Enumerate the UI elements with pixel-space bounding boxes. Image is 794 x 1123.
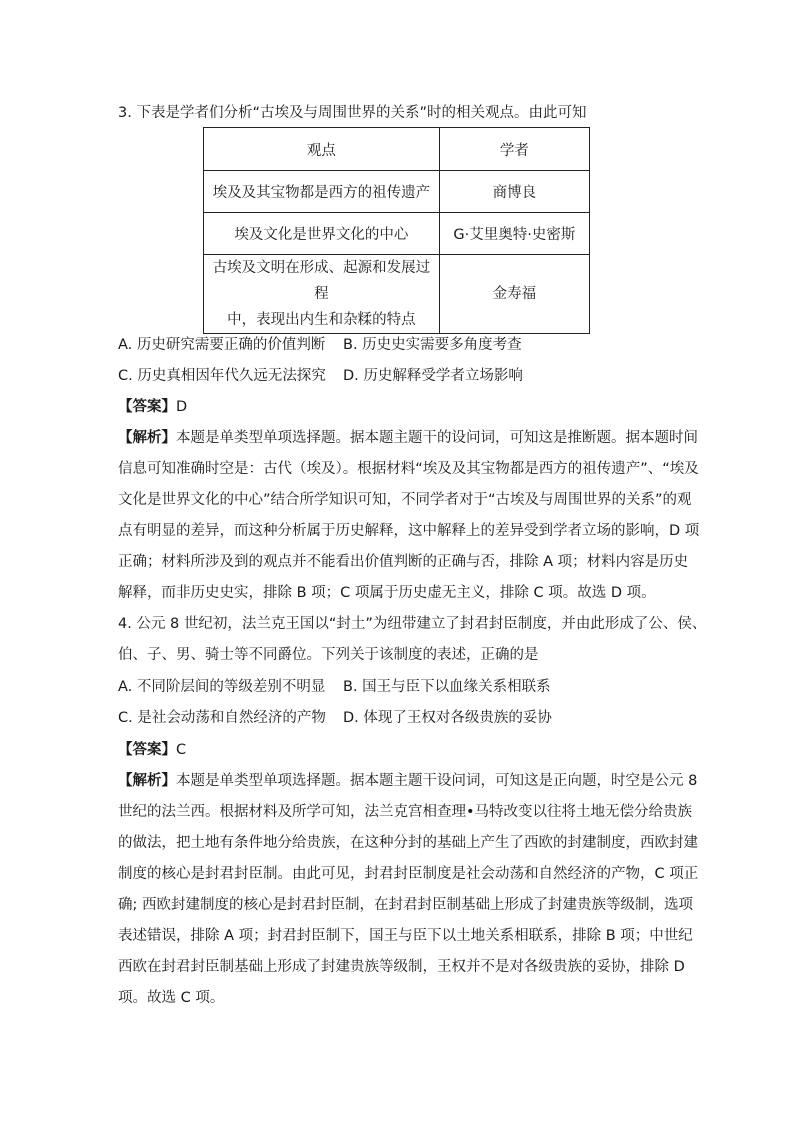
q4-analysis-line: 制度的核心是封君封臣制。由此可见，封君封臣制度是社会动荡和自然经济的产物，C 项正	[118, 866, 699, 882]
analysis-tag: 【解析】	[118, 430, 176, 446]
q3-option-b: B. 历史史实需要多角度考查	[343, 337, 522, 353]
q3-analysis-line: 信息可知准确时空是：古代（埃及）。根据材料“埃及及其宝物都是西方的祖传遗产”、“埃及	[118, 461, 699, 477]
q4-analysis-line: 西欧在封君封臣制基础上形成了封建贵族等级制，王权并不是对各级贵族的妥协，排除 D	[118, 959, 685, 975]
q4-analysis-line	[118, 771, 697, 791]
q3-stem: 3. 下表是学者们分析“古埃及与周围世界的关系”时的相关观点。由此可知	[118, 105, 587, 121]
q3-option-a: A. 历史研究需要正确的价值判断	[118, 337, 326, 353]
header-viewpoint: 观点	[204, 128, 440, 171]
scholar-cell: 商博良	[439, 171, 589, 213]
table-row	[204, 255, 590, 334]
q4-analysis-line: 确; 西欧封建制度的核心是封君封臣制，在封君封臣制基础上形成了封建贵族等级制，选项	[118, 897, 693, 913]
viewpoint-cell: 埃及文化是世界文化的中心	[204, 213, 440, 255]
q4-option-d: D. 体现了王权对各级贵族的妥协	[343, 710, 552, 726]
q4-analysis-line: 项。故选 C 项。	[118, 990, 225, 1006]
viewpoint-cell	[204, 255, 440, 334]
q3-analysis-line: 点有明显的差异，而这种分析属于历史解释，这中解释上的差异受到学者立场的影响，D 项	[118, 523, 700, 539]
viewpoint-cell-line: 古埃及文明在形成、起源和发展过程	[212, 260, 431, 302]
table-header-row	[204, 128, 590, 171]
analysis-tag: 【解析】	[118, 773, 176, 789]
q4-stem-line: 4. 公元 8 世纪初，法兰克王国以“封土”为纽带建立了封君封臣制度，并由此形成了公、侯、	[118, 616, 707, 632]
q4-option-b: B. 国王与臣下以血缘关系相联系	[343, 679, 551, 695]
scholar-cell: G·艾里奥特·史密斯	[439, 213, 589, 255]
q3-analysis-line: 解释，而非历史史实，排除 B 项；C 项属于历史虚无主义，排除 C 项。故选 D 项。	[118, 585, 656, 601]
q4-answer	[118, 740, 186, 760]
q3-analysis-line: 正确；材料所涉及到的观点并不能看出价值判断的正确与否，排除 A 项；材料内容是历史	[118, 554, 689, 570]
q4-analysis-line: 世纪的法兰西。根据材料及所学可知，法兰克宫相查理•马特改变以往将土地无偿分给贵族	[118, 804, 693, 820]
table-row	[204, 213, 590, 255]
q4-option-c: C. 是社会动荡和自然经济的产物	[118, 710, 326, 726]
q3-answer	[118, 397, 187, 417]
q4-analysis-line: 的做法，把土地有条件地分给贵族，在这种分封的基础上产生了西欧的封建制度，西欧封建	[118, 835, 698, 851]
q3-option-c: C. 历史真相因年代久远无法探究	[118, 368, 326, 384]
answer-tag: 【答案】	[118, 399, 176, 415]
scholar-cell: 金寿福	[439, 255, 589, 334]
q4-analysis-line: 表述错误，排除 A 项；封君封臣制下，国王与臣下以土地关系相联系，排除 B 项；中世纪	[118, 928, 693, 944]
q4-option-a: A. 不同阶层间的等级差别不明显	[118, 679, 326, 695]
q3-analysis-line: 文化是世界文化的中心”结合所学知识可知，不同学者对于“古埃及与周围世界的关系”的观	[118, 492, 692, 508]
answer-value: C	[176, 742, 187, 758]
q3-option-d: D. 历史解释受学者立场影响	[343, 368, 523, 384]
analysis-text: 本题是单类型单项选择题。据本题主题干设问词，可知这是正向题，时空是公元 8	[176, 773, 698, 789]
answer-tag: 【答案】	[118, 742, 176, 758]
header-scholar: 学者	[439, 128, 589, 171]
viewpoint-cell: 埃及及其宝物都是西方的祖传遗产	[204, 171, 440, 213]
analysis-text: 本题是单类型单项选择题。据本题主题干的设问词，可知这是推断题。据本题时间	[176, 430, 698, 446]
viewpoint-cell-line: 中，表现出内生和杂糅的特点	[227, 312, 416, 328]
viewpoints-table	[203, 127, 590, 334]
q4-stem-line: 伯、子、男、骑士等不同爵位。下列关于该制度的表述，正确的是	[118, 647, 539, 663]
q3-analysis-line	[118, 428, 698, 448]
table-row	[204, 171, 590, 213]
answer-value: D	[176, 399, 188, 415]
